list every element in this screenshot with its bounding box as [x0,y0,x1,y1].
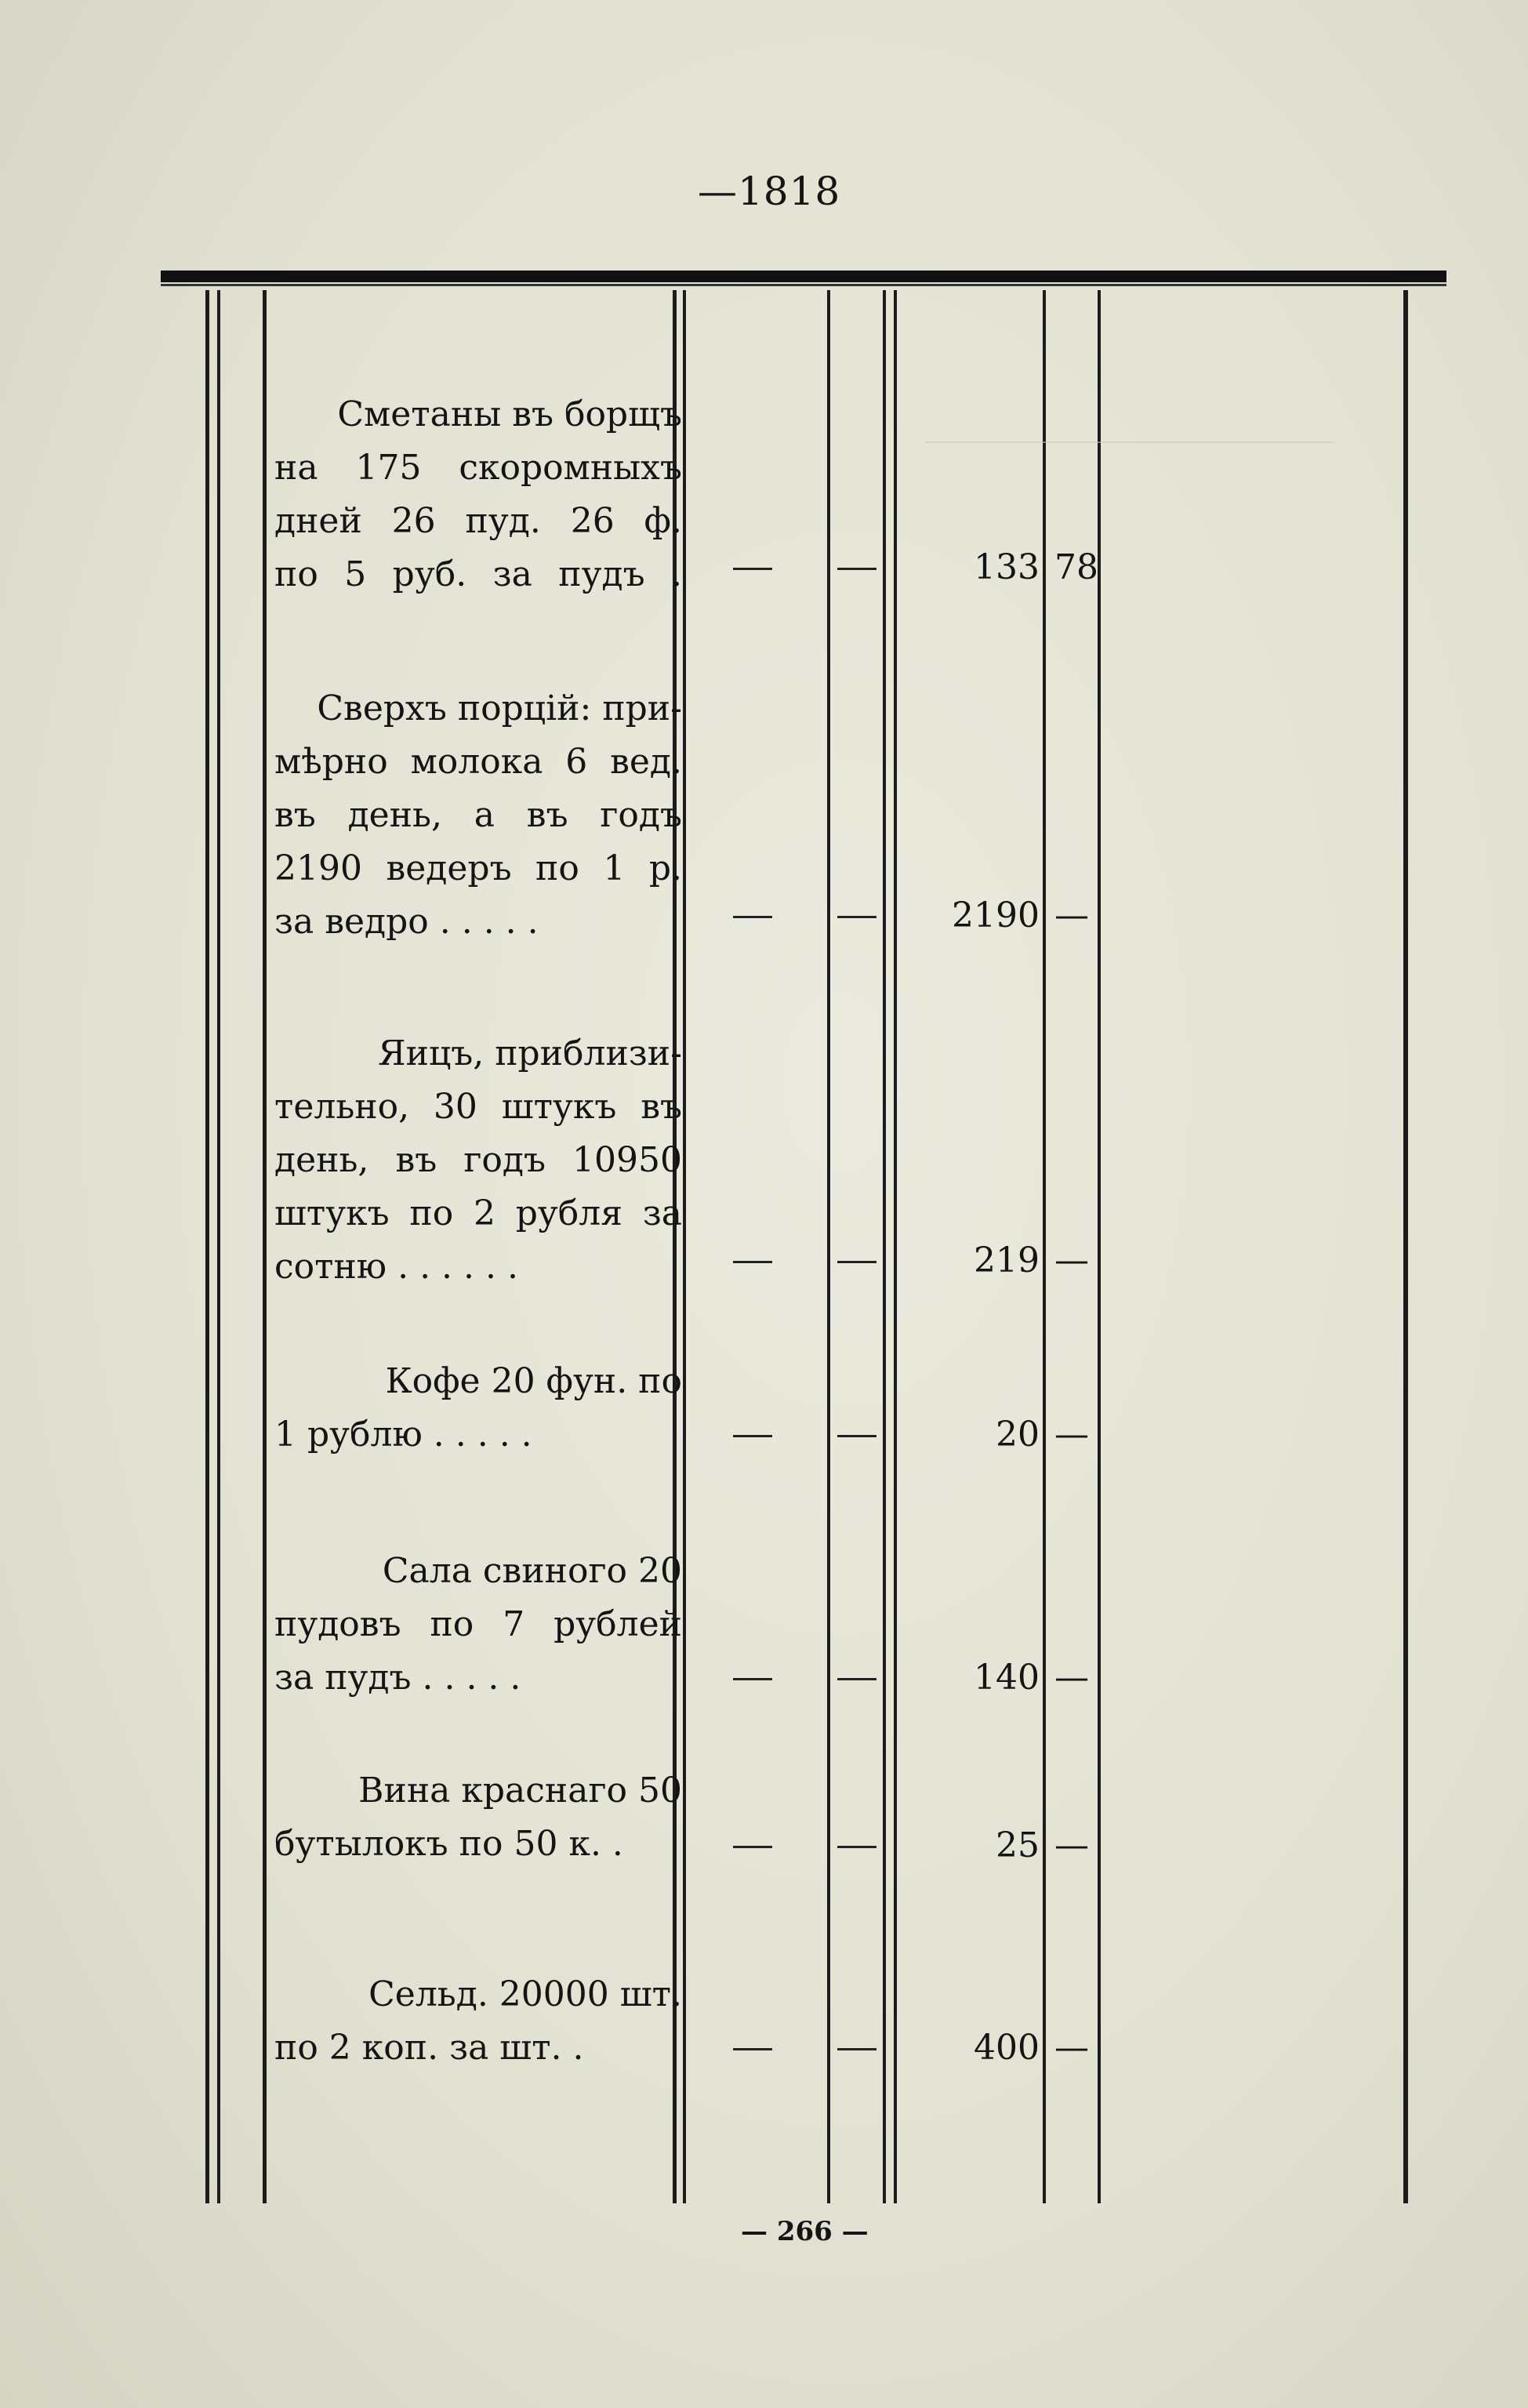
amount-kopecks: — [1054,2028,1089,2068]
entry-line: за ведро . . . . . [274,902,539,942]
dash [733,916,772,918]
entry-line: Сметаны въ борщъ [337,394,682,434]
entry-line: Вина краснаго 50 [358,1771,682,1811]
entry-line: штукъ по 2 рубля за [274,1193,682,1233]
dash [837,568,877,570]
dash [733,568,772,570]
entry-line: Кофе 20 фун. по [385,1361,682,1401]
amount-rubles: 400 [974,2028,1040,2068]
amount-rubles: 140 [974,1658,1040,1698]
entry-line: дней 26 пуд. 26 ф. [274,501,682,541]
entry-line: бутылокъ по 50 к. . [274,1824,623,1864]
column-rule [827,290,830,2203]
page-footer-number: — 266 — [741,2216,869,2247]
entry-line: по 5 руб. за пудъ . [274,554,682,594]
dash [733,2048,772,2050]
dash [837,916,877,918]
amount-kopecks: — [1054,1825,1089,1865]
column-rule [217,290,220,2203]
amount-kopecks: — [1054,1658,1089,1698]
bleed-through-text [925,388,1333,1823]
amount-kopecks: 78 [1054,547,1098,587]
entry-line: по 2 коп. за шт. . [274,2028,584,2068]
entry-line: 1 рублю . . . . . [274,1415,532,1455]
amount-rubles: 219 [974,1240,1040,1280]
column-rule [683,290,686,2203]
entry-6 [274,1764,682,1871]
entry-line: пудовъ по 7 рублей [274,1604,682,1644]
entry-line: Сала свиного 20 [382,1551,682,1591]
amount-rubles: 20 [996,1415,1040,1455]
entry-line: за пудъ . . . . . [274,1658,521,1698]
dash [733,1846,772,1848]
dash [837,1678,877,1680]
entry-line: тельно, 30 штукъ въ [274,1087,682,1127]
dash [837,1435,877,1437]
dash [733,1435,772,1437]
amount-kopecks: — [1054,1415,1089,1455]
entry-line: 2190 ведеръ по 1 р. [274,848,682,888]
dash [733,1261,772,1263]
entry-4 [274,1355,682,1462]
dash [837,2048,877,2050]
entry-5 [274,1545,682,1705]
entry-1 [274,388,682,601]
amount-kopecks: — [1054,895,1089,935]
entry-line: сотню . . . . . . [274,1247,518,1287]
amount-rubles: 25 [996,1825,1040,1865]
amount-kopecks: — [1054,1240,1089,1280]
entry-line: Яицъ, приблизи- [378,1033,682,1073]
entry-3 [274,1027,682,1294]
column-rule [1403,290,1408,2203]
column-rule [205,290,209,2203]
page-number-header: —1818 [698,169,841,214]
entry-line: на 175 скоромныхъ [274,448,682,488]
column-rule [263,290,267,2203]
dash [837,1261,877,1263]
entry-line: день, въ годъ 10950 [274,1140,682,1180]
entry-line: Сельд. 20000 шт. [368,1974,682,2014]
amount-rubles: 133 [974,547,1040,587]
top-rule [161,271,1446,282]
dash [733,1678,772,1680]
entry-2 [274,682,682,949]
dash [837,1846,877,1848]
top-rule-thin [161,284,1446,286]
entry-line: Сверхъ порцій: при- [317,688,682,728]
entry-line: мѣрно молока 6 вед. [274,742,682,782]
entry-line: въ день, а въ годъ [274,795,682,835]
entry-7 [274,1968,682,2075]
amount-rubles: 2190 [952,895,1040,935]
